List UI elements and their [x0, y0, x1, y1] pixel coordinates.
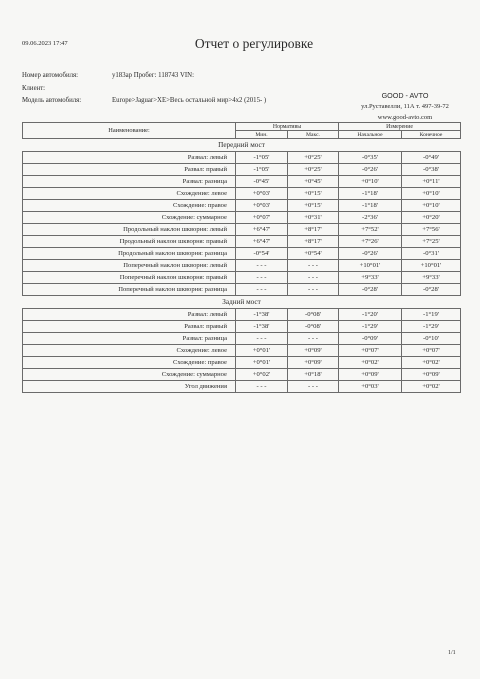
- company-name: GOOD - AVTO: [381, 91, 429, 100]
- cell-initial: +7°52': [339, 224, 402, 236]
- report-date: 09.06.2023 17:47: [22, 40, 68, 47]
- client-line: [22, 85, 112, 92]
- cell-final: +7°25': [402, 236, 461, 248]
- cell-initial: +0°09': [339, 369, 402, 381]
- cell-max: +0°15': [288, 188, 339, 200]
- cell-final: -0°38': [402, 164, 461, 176]
- vehicle-model-value: Europe>Jaguar>XE>Весь остальной мир>4x2 (2015- ): [112, 97, 267, 104]
- col-name-header: Наименование:: [23, 123, 236, 139]
- table-row: [23, 152, 461, 164]
- cell-max: +0°31': [288, 212, 339, 224]
- cell-min: -1°05': [236, 152, 288, 164]
- cell-initial: -2°36': [339, 212, 402, 224]
- company-website: www.good-avto.com: [377, 114, 433, 121]
- vehicle-number-label: Номер автомобиля:: [22, 72, 79, 79]
- cell-initial: +10°01': [339, 260, 402, 272]
- cell-max: +0°18': [288, 369, 339, 381]
- report-title: Отчет о регулировке: [194, 36, 314, 51]
- cell-final: -1°29': [402, 321, 461, 333]
- vehicle-number-line: [22, 72, 194, 79]
- cell-final: +0°20': [402, 212, 461, 224]
- cell-final: +0°02': [402, 381, 461, 393]
- cell-initial: -0°09': [339, 333, 402, 345]
- cell-min: +0°07': [236, 212, 288, 224]
- cell-min: +6°47': [236, 224, 288, 236]
- cell-final: -0°28': [402, 284, 461, 296]
- client-label: Клиент:: [22, 85, 46, 92]
- cell-min: -1°38': [236, 309, 288, 321]
- cell-final: -0°49': [402, 152, 461, 164]
- cell-initial: +0°10': [339, 176, 402, 188]
- cell-max: - - -: [288, 381, 339, 393]
- cell-name: Продольный наклон шкворня: разница: [23, 248, 236, 260]
- table-row: [23, 321, 461, 333]
- table-row: [23, 236, 461, 248]
- cell-final: +0°09': [402, 369, 461, 381]
- cell-final: +0°10': [402, 200, 461, 212]
- cell-max: +0°09': [288, 357, 339, 369]
- cell-initial: -1°18': [339, 200, 402, 212]
- cell-name: Продольный наклон шкворня: левый: [23, 224, 236, 236]
- cell-name: Схождение: левое: [23, 345, 236, 357]
- cell-final: -0°10': [402, 333, 461, 345]
- table-row: [23, 248, 461, 260]
- cell-max: +0°25': [288, 152, 339, 164]
- rear-axle-section: [23, 296, 461, 309]
- cell-min: -1°38': [236, 321, 288, 333]
- cell-initial: +0°03': [339, 381, 402, 393]
- cell-name: Поперечный наклон шкворня: правый: [23, 272, 236, 284]
- col-initial-header: Начальное: [339, 131, 402, 139]
- table-row: [23, 260, 461, 272]
- cell-initial: -0°35': [339, 152, 402, 164]
- table-row: [23, 212, 461, 224]
- col-max-header: Макс.: [288, 131, 339, 139]
- page-number: 1/1: [448, 650, 456, 656]
- table-row: [23, 333, 461, 345]
- front-axle-title: Передний мост: [23, 139, 461, 152]
- vehicle-number-value: у183ар Пробег: 118743 VIN:: [112, 72, 194, 79]
- cell-initial: +0°07': [339, 345, 402, 357]
- cell-name: Схождение: левое: [23, 188, 236, 200]
- cell-initial: -1°18': [339, 188, 402, 200]
- table-row: [23, 345, 461, 357]
- cell-final: +0°07': [402, 345, 461, 357]
- vehicle-model-line: [22, 97, 266, 104]
- cell-final: -0°31': [402, 248, 461, 260]
- cell-name: Поперечный наклон шкворня: левый: [23, 260, 236, 272]
- cell-name: Развал: правый: [23, 164, 236, 176]
- cell-initial: -0°28': [339, 284, 402, 296]
- cell-min: +0°03': [236, 188, 288, 200]
- cell-final: -1°19': [402, 309, 461, 321]
- cell-final: +10°01': [402, 260, 461, 272]
- cell-max: +0°15': [288, 200, 339, 212]
- table-row: [23, 224, 461, 236]
- cell-name: Развал: правый: [23, 321, 236, 333]
- cell-min: +0°02': [236, 369, 288, 381]
- cell-initial: -0°26': [339, 164, 402, 176]
- alignment-table: [22, 122, 461, 393]
- table-row: [23, 369, 461, 381]
- col-min-header: Мин.: [236, 131, 288, 139]
- table-row: [23, 309, 461, 321]
- measure-group-header: Измерение: [339, 123, 461, 131]
- cell-min: - - -: [236, 260, 288, 272]
- cell-final: +0°11': [402, 176, 461, 188]
- cell-max: - - -: [288, 260, 339, 272]
- cell-name: Развал: разница: [23, 333, 236, 345]
- cell-name: Схождение: суммарное: [23, 369, 236, 381]
- table-row: [23, 164, 461, 176]
- cell-final: +0°10': [402, 188, 461, 200]
- table-row: [23, 176, 461, 188]
- cell-min: - - -: [236, 272, 288, 284]
- cell-initial: +7°26': [339, 236, 402, 248]
- table-row: [23, 357, 461, 369]
- table-row: [23, 272, 461, 284]
- col-final-header: Конечное: [402, 131, 461, 139]
- cell-initial: +9°33': [339, 272, 402, 284]
- cell-final: +0°02': [402, 357, 461, 369]
- cell-max: - - -: [288, 284, 339, 296]
- cell-max: +8°17': [288, 224, 339, 236]
- cell-min: -0°54': [236, 248, 288, 260]
- table-row: [23, 200, 461, 212]
- cell-min: +0°01': [236, 345, 288, 357]
- cell-max: +8°17': [288, 236, 339, 248]
- vehicle-model-label: Модель автомобиля:: [22, 97, 82, 104]
- cell-max: +0°45': [288, 176, 339, 188]
- cell-initial: -0°26': [339, 248, 402, 260]
- cell-min: - - -: [236, 381, 288, 393]
- cell-min: +0°03': [236, 200, 288, 212]
- cell-max: +0°09': [288, 345, 339, 357]
- cell-min: - - -: [236, 284, 288, 296]
- table-header: [23, 123, 461, 139]
- table-body: [23, 139, 461, 393]
- cell-name: Продольный наклон шкворня: правый: [23, 236, 236, 248]
- cell-final: +9°33': [402, 272, 461, 284]
- table-row: [23, 188, 461, 200]
- front-axle-section: [23, 139, 461, 152]
- cell-initial: +0°02': [339, 357, 402, 369]
- cell-min: +0°01': [236, 357, 288, 369]
- cell-name: Схождение: правое: [23, 357, 236, 369]
- table-row: [23, 381, 461, 393]
- cell-final: +7°56': [402, 224, 461, 236]
- rear-axle-title: Задний мост: [23, 296, 461, 309]
- cell-max: +0°25': [288, 164, 339, 176]
- cell-max: - - -: [288, 272, 339, 284]
- table-row: [23, 284, 461, 296]
- cell-max: -0°08': [288, 321, 339, 333]
- cell-initial: -1°20': [339, 309, 402, 321]
- cell-initial: -1°29': [339, 321, 402, 333]
- cell-name: Схождение: правое: [23, 200, 236, 212]
- cell-name: Схождение: суммарное: [23, 212, 236, 224]
- cell-max: +0°54': [288, 248, 339, 260]
- cell-name: Поперечный наклон шкворня: разница: [23, 284, 236, 296]
- cell-max: -0°08': [288, 309, 339, 321]
- cell-name: Развал: разница: [23, 176, 236, 188]
- cell-name: Угол движения: [23, 381, 236, 393]
- cell-min: -1°05': [236, 164, 288, 176]
- cell-min: +6°47': [236, 236, 288, 248]
- company-address: ул.Руставелли, 11А т. 497-39-72: [361, 103, 449, 110]
- cell-name: Развал: левый: [23, 152, 236, 164]
- cell-name: Развал: левый: [23, 309, 236, 321]
- norms-group-header: Нормативы: [236, 123, 339, 131]
- cell-min: - - -: [236, 333, 288, 345]
- cell-min: -0°45': [236, 176, 288, 188]
- cell-max: - - -: [288, 333, 339, 345]
